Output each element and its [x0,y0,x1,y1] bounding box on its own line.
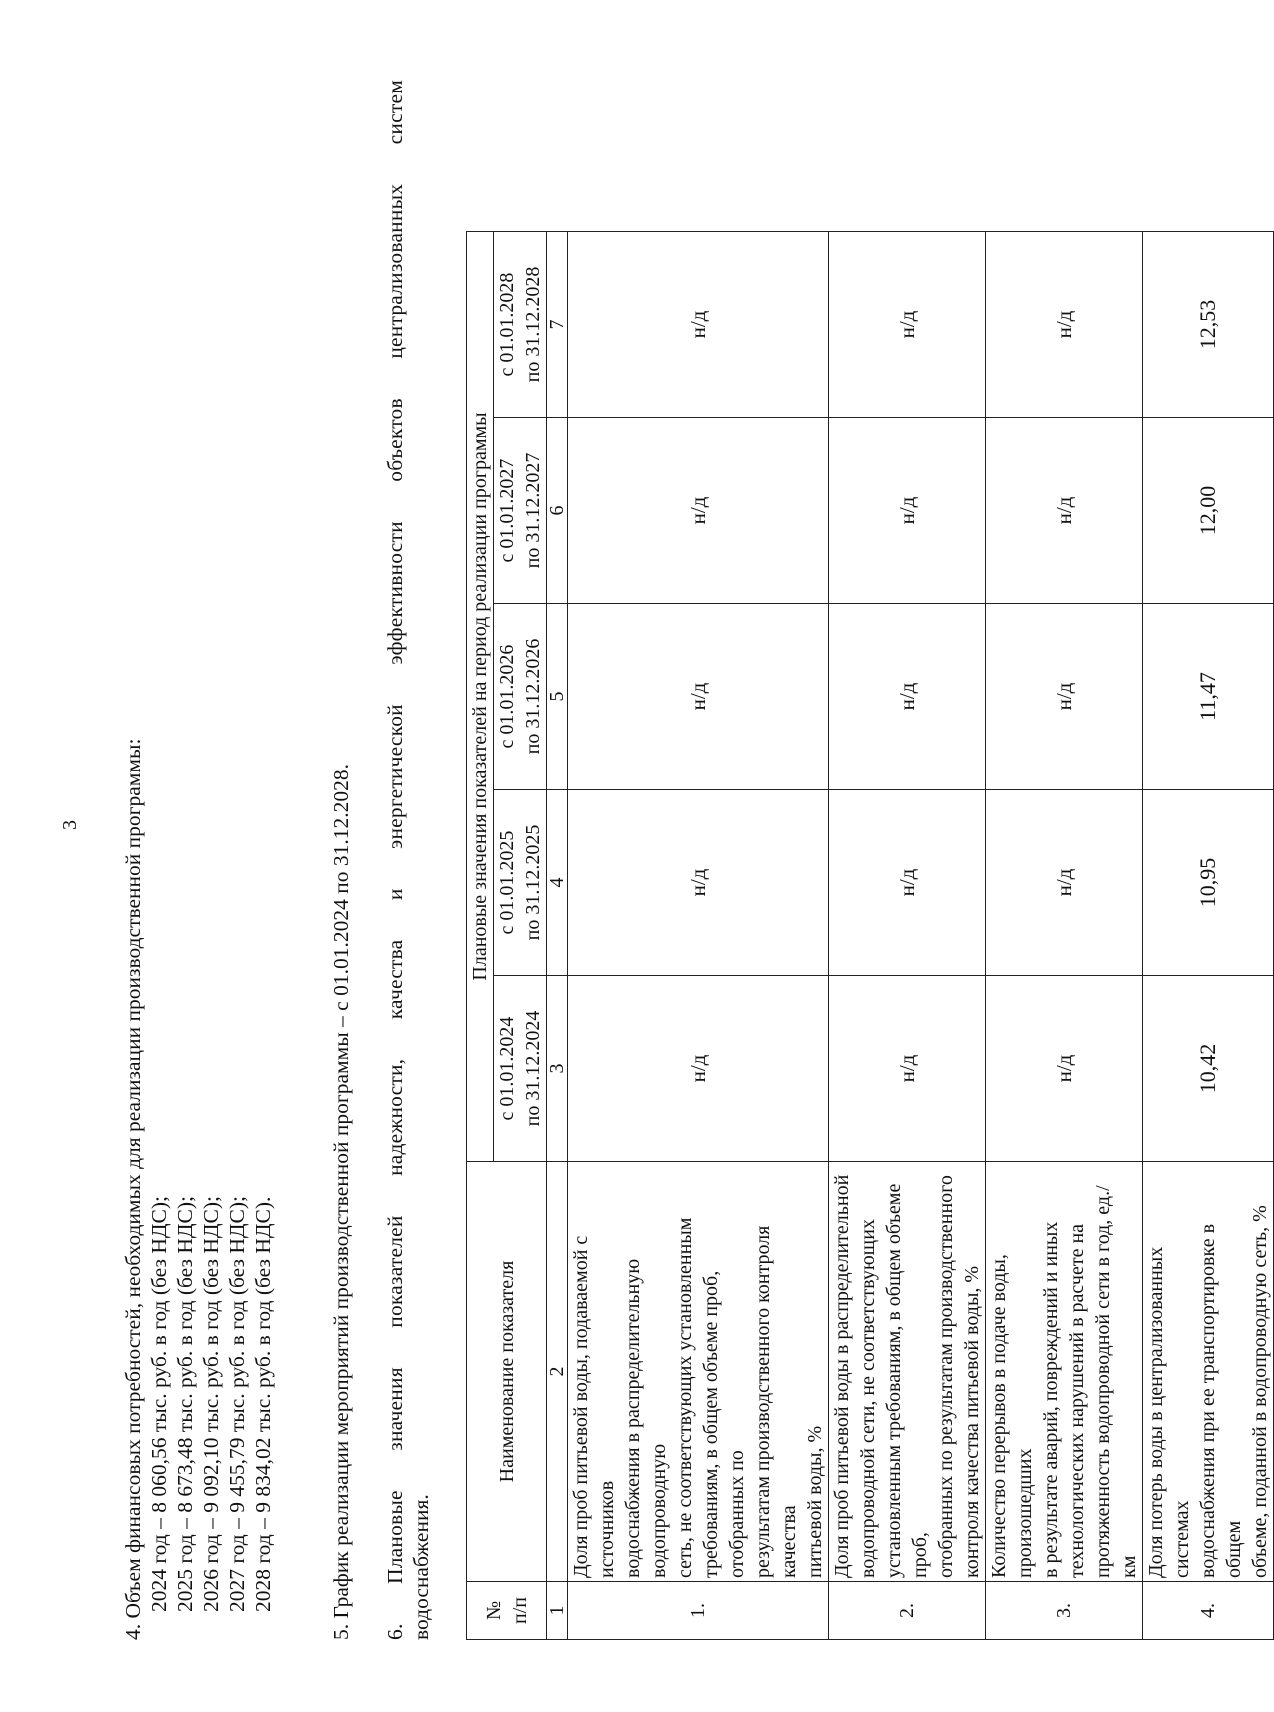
column-index: 2 [547,1162,568,1582]
table-row [568,232,829,1640]
financial-year-item: 2027 год – 9 455,79 тыс. руб. в год (без НДС); [225,1195,249,1612]
planned-value: н/д [568,418,829,604]
section-4-title: 4. Объем финансовых потребностей, необходимых для реализации производственной программы: [121,738,145,1640]
planned-value: н/д [986,604,1143,790]
planned-value: н/д [568,232,829,418]
planned-value: н/д [568,976,829,1162]
table-row [986,232,1143,1640]
period-header: с 01.01.2028 по 31.12.2028 [494,232,547,418]
row-number: 3. [986,1582,1143,1640]
planned-value: н/д [568,790,829,976]
num-header: № п/п [467,1582,547,1640]
planned-value: н/д [829,418,986,604]
column-index: 1 [547,1582,568,1640]
section-6-line-2: водоснабжения. [409,1494,433,1640]
planned-value: н/д [829,790,986,976]
planned-value: н/д [986,418,1143,604]
planned-value: н/д [986,232,1143,418]
table-header-row [467,232,494,1640]
period-header: с 01.01.2027 по 31.12.2027 [494,418,547,604]
table-row [1143,232,1274,1640]
period-header: с 01.01.2024 по 31.12.2024 [494,976,547,1162]
row-number: 2. [829,1582,986,1640]
financial-year-item: 2024 год – 8 060,56 тыс. руб. в год (без НДС); [147,1195,171,1612]
row-number: 4. [1143,1582,1274,1640]
group-header: Плановые значения показателей на период реализации программы [467,232,494,1162]
section-6-heading [382,80,434,1640]
planned-value: 12,00 [1143,418,1274,604]
indicator-name: Доля проб питьевой воды, подаваемой с источников водоснабжения в распределительную водопроводную сеть, не соответствующих установленным требованиям, в общем объеме проб, отобранных по результатам производственного контроля качества питьевой воды, % [568,1162,829,1582]
planned-value: 10,95 [1143,790,1274,976]
planned-value: н/д [829,604,986,790]
rotated-page-content [120,80,1271,1640]
column-index: 7 [547,232,568,418]
period-header: с 01.01.2026 по 31.12.2026 [494,604,547,790]
financial-year-item: 2026 год – 9 092,10 тыс. руб. в год (без НДС); [199,1195,223,1612]
table-row [829,232,986,1640]
period-header: с 01.01.2025 по 31.12.2025 [494,790,547,976]
name-header: Наименование показателя [467,1162,547,1582]
planned-value: н/д [829,232,986,418]
page-number: 3 [59,820,81,830]
column-index-row [547,232,568,1640]
financial-needs-list [146,80,276,1640]
indicators-table [466,231,1274,1640]
section-5-schedule: 5. График реализации мероприятий производственной программы – с 01.01.2024 по 31.12.2028. [329,764,353,1640]
column-index: 4 [547,790,568,976]
planned-value: н/д [986,790,1143,976]
planned-value: н/д [986,976,1143,1162]
planned-value: 11,47 [1143,604,1274,790]
section-4-financial-needs [120,80,276,1640]
row-number: 1. [568,1582,829,1640]
column-index: 5 [547,604,568,790]
indicator-name: Доля проб питьевой воды в распределительной водопроводной сети, не соответствующих установленным требованиям, в общем объеме проб, отобранных по результатам производственного контроля качества питьевой воды, % [829,1162,986,1582]
planned-value: 10,42 [1143,976,1274,1162]
indicator-name: Количество перерывов в подаче воды, произошедших в результате аварий, повреждений и иных технологических нарушений в расчете на протяженность водопроводной сети в год, ед./км [986,1162,1143,1582]
planned-value: н/д [829,976,986,1162]
column-index: 6 [547,418,568,604]
financial-year-item: 2028 год – 9 834,02 тыс. руб. в год (без НДС). [251,1196,275,1612]
financial-year-item: 2025 год – 8 673,48 тыс. руб. в год (без НДС); [173,1195,197,1612]
planned-value: 12,53 [1143,232,1274,418]
indicator-name: Доля потерь воды в централизованных системах водоснабжения при ее транспортировке в общем объеме, поданной в водопроводную сеть, % [1143,1162,1274,1582]
planned-value: н/д [568,604,829,790]
section-6-line-1: 6. Плановые значения показателей надежности, качества и энергетической эффективности объектов централизованных систем [383,80,407,1640]
column-index: 3 [547,976,568,1162]
